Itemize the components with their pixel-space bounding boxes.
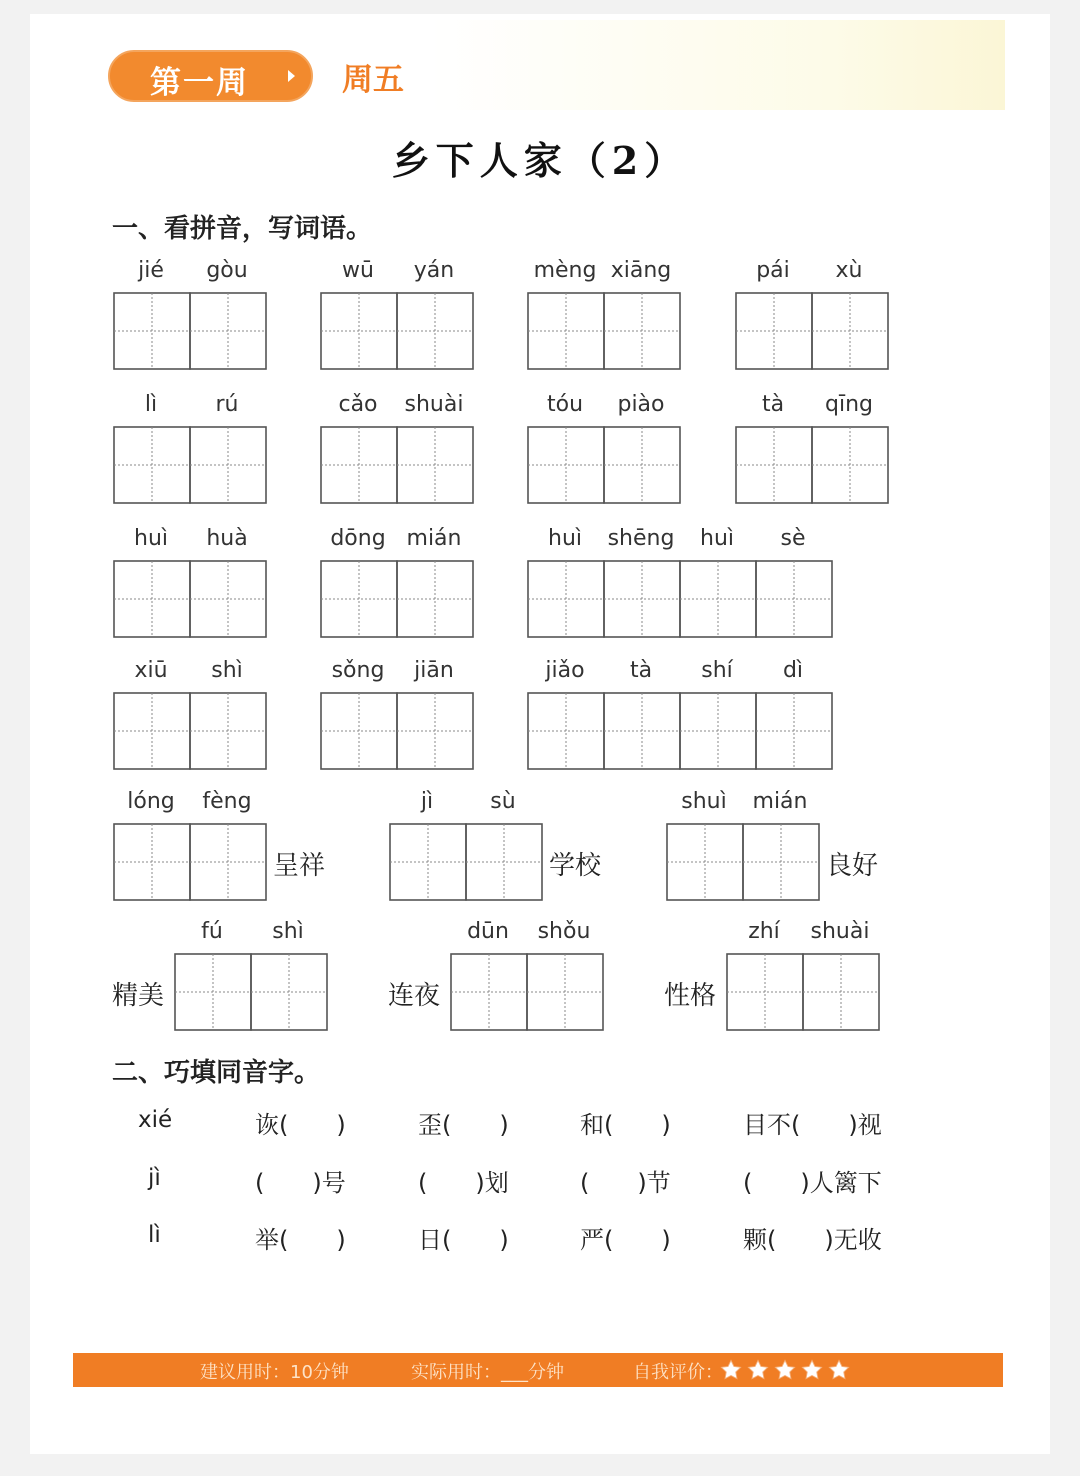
given-word: 精美 [112, 981, 165, 1011]
section-1-heading: 一、看拼音，写词语。 [112, 214, 373, 244]
pinyin-label: jiǎo [545, 658, 585, 683]
pinyin-label: tà [629, 658, 653, 683]
pinyin-label: shí [701, 658, 733, 683]
week-label: 第一周 [150, 65, 249, 101]
pinyin-label: tóu [546, 392, 584, 417]
fill-blank-item[interactable]: 和( ) [580, 1111, 671, 1139]
pinyin-label: huà [206, 526, 248, 551]
writing-grid[interactable] [527, 426, 681, 504]
pinyin-label: jiān [414, 658, 454, 683]
pinyin-label: shuài [810, 919, 870, 944]
pinyin-label: pái [756, 258, 790, 283]
writing-grid[interactable] [527, 560, 833, 638]
writing-grid[interactable] [735, 426, 889, 504]
week-badge [108, 50, 313, 102]
fill-blank-item[interactable]: ( )号 [255, 1169, 346, 1197]
play-arrow-icon [288, 70, 295, 82]
fill-blank-item[interactable]: 歪( ) [418, 1111, 509, 1139]
writing-grid[interactable] [113, 560, 267, 638]
pinyin-label: mián [406, 526, 462, 551]
fill-blank-item[interactable]: 诙( ) [255, 1111, 346, 1139]
given-word: 连夜 [388, 981, 441, 1011]
pinyin-label: qīng [825, 392, 873, 417]
pinyin-label: cǎo [338, 392, 378, 417]
pinyin-label: shuì [681, 789, 727, 814]
writing-grid[interactable] [113, 823, 267, 901]
writing-grid[interactable] [450, 953, 604, 1031]
section-2-heading: 二、巧填同音字。 [112, 1058, 321, 1088]
pinyin-label: shì [272, 919, 304, 944]
self-evaluation-label: 自我评价： [633, 1362, 723, 1383]
writing-grid[interactable] [320, 426, 474, 504]
pinyin-label: xù [835, 258, 863, 283]
fill-blank-item[interactable]: ( )人篱下 [743, 1169, 882, 1197]
page-title: 乡下人家（2） [391, 138, 689, 183]
writing-grid[interactable] [735, 292, 889, 370]
star-icon[interactable] [801, 1359, 823, 1381]
header-glow [430, 20, 1005, 110]
star-icon[interactable] [828, 1359, 850, 1381]
pinyin-label: wū [342, 258, 374, 283]
fill-blank-item[interactable]: 举( ) [255, 1226, 346, 1254]
pinyin-label: zhí [748, 919, 780, 944]
pinyin-label: gòu [206, 258, 248, 283]
footer-bar [73, 1353, 1003, 1387]
writing-grid[interactable] [527, 692, 833, 770]
given-word: 学校 [549, 851, 602, 881]
pinyin-label: dūn [467, 919, 509, 944]
star-icon[interactable] [747, 1359, 769, 1381]
writing-grid[interactable] [389, 823, 543, 901]
pinyin-label: mián [752, 789, 808, 814]
writing-grid[interactable] [113, 426, 267, 504]
pinyin-label: fèng [202, 789, 252, 814]
pinyin-label: sù [490, 789, 516, 814]
pinyin-label: huì [700, 526, 734, 551]
pinyin-label: lì [148, 1222, 161, 1248]
given-word: 性格 [664, 981, 717, 1011]
pinyin-label: sǒng [331, 658, 385, 683]
day-label: 周五 [342, 62, 404, 98]
pinyin-label: mèng [533, 258, 597, 283]
pinyin-label: xiāng [610, 258, 672, 283]
writing-grid[interactable] [320, 292, 474, 370]
fill-blank-item[interactable]: 颗( )无收 [743, 1226, 882, 1254]
fill-blank-item[interactable]: ( )划 [418, 1169, 509, 1197]
given-word: 良好 [826, 851, 879, 881]
pinyin-label: xiū [134, 658, 168, 683]
writing-grid[interactable] [726, 953, 880, 1031]
writing-grid[interactable] [113, 292, 267, 370]
pinyin-label: shuài [404, 392, 464, 417]
pinyin-label: tà [761, 392, 785, 417]
pinyin-label: yán [413, 258, 455, 283]
pinyin-label: lì [144, 392, 158, 417]
pinyin-label: xié [138, 1107, 173, 1133]
pinyin-label: fú [201, 919, 223, 944]
writing-grid[interactable] [113, 692, 267, 770]
pinyin-label: lóng [127, 789, 175, 814]
pinyin-label: jì [420, 789, 434, 814]
writing-grid[interactable] [527, 292, 681, 370]
star-icon[interactable] [720, 1359, 742, 1381]
pinyin-label: shēng [607, 526, 675, 551]
given-word: 呈祥 [273, 851, 326, 881]
pinyin-label: jì [148, 1165, 161, 1191]
pinyin-label: rú [215, 392, 239, 417]
writing-grid[interactable] [666, 823, 820, 901]
pinyin-label: jié [138, 258, 164, 283]
pinyin-label: sè [780, 526, 806, 551]
pinyin-label: piào [617, 392, 665, 417]
pinyin-label: dōng [330, 526, 386, 551]
pinyin-label: dì [782, 658, 804, 683]
pinyin-label: huì [134, 526, 168, 551]
fill-blank-item[interactable]: 严( ) [580, 1226, 671, 1254]
writing-grid[interactable] [320, 560, 474, 638]
fill-blank-item[interactable]: 日( ) [418, 1226, 509, 1254]
pinyin-label: shǒu [537, 919, 591, 944]
fill-blank-item[interactable]: 目不( )视 [743, 1111, 882, 1139]
actual-time: 实际用时：___分钟 [411, 1362, 564, 1383]
fill-blank-item[interactable]: ( )节 [580, 1169, 671, 1197]
writing-grid[interactable] [174, 953, 328, 1031]
pinyin-label: shì [211, 658, 243, 683]
pinyin-label: huì [548, 526, 582, 551]
suggested-time: 建议用时：10分钟 [200, 1362, 349, 1383]
star-icon[interactable] [774, 1359, 796, 1381]
writing-grid[interactable] [320, 692, 474, 770]
